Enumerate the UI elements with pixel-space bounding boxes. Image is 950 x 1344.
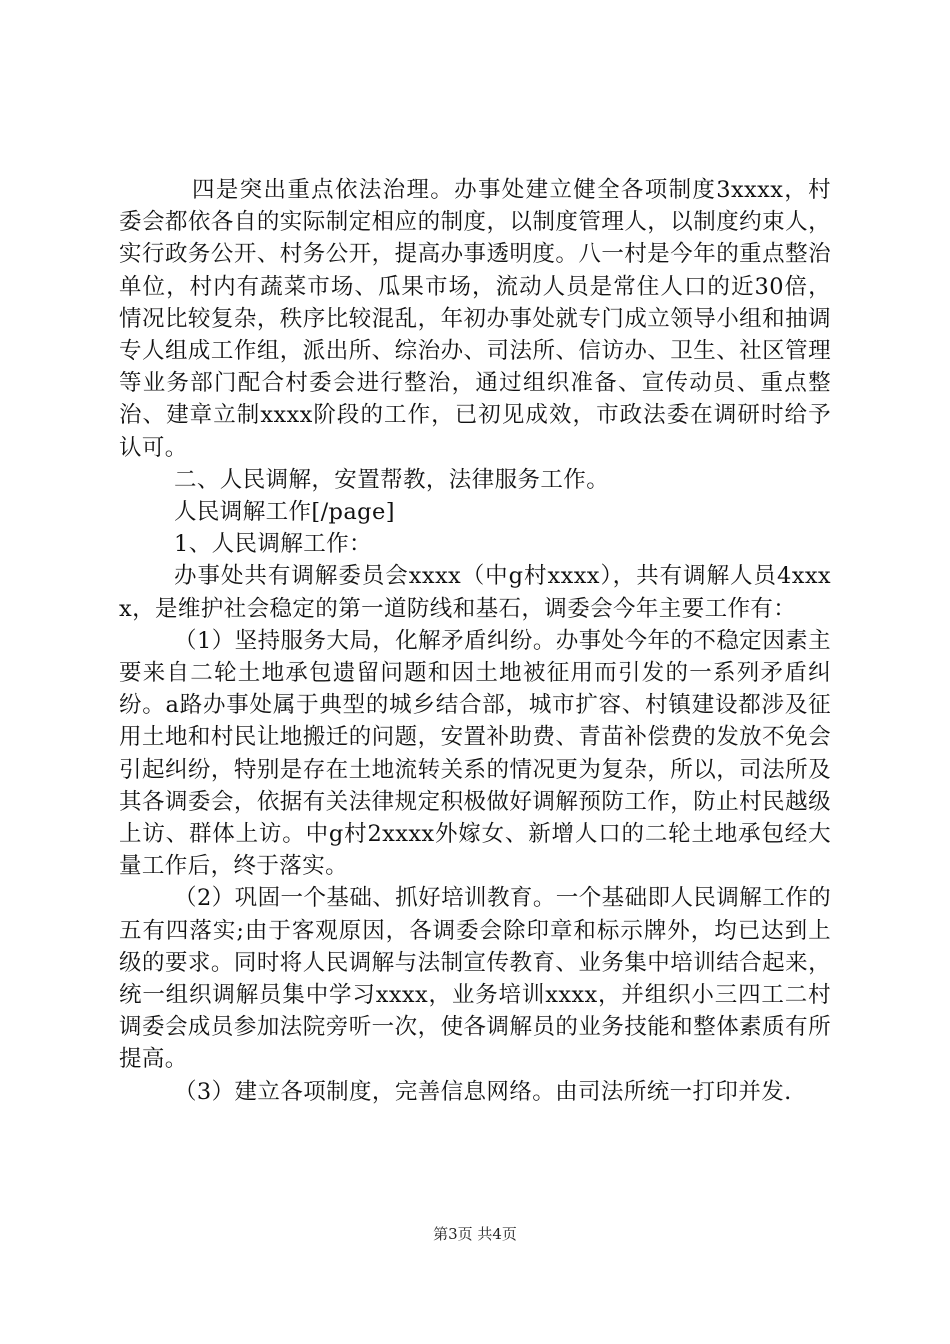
section-heading-mediation: 二、人民调解，安置帮教，法律服务工作。	[174, 466, 610, 493]
paragraph-item-3: （3）建立各项制度，完善信息网络。由司法所统一打印并发.	[174, 1078, 792, 1105]
page-footer: 第3页 共4页	[433, 1225, 517, 1243]
document-body	[119, 174, 831, 1108]
paragraph-legal-governance: 四是突出重点依法治理。办事处建立健全各项制度3xxxx，村委会都依各自的实际制定相应的制度，以制度管理人，以制度约束人，实行政务公开、村务公开，提高办事透明度。八一村是今年的重点整治单位，村内有蔬菜市场、瓜果市场，流动人员是常住人口的近30倍，情况比较复杂，秩序比较混乱，年初办事处就专门成立领导小组和抽调专人组成工作组，派出所、综治办、司法所、信访办、卫生、社区管理等业务部门配合村委会进行整治，通过组织准备、宣传动员、重点整治、建章立制xxxx阶段的工作，已初见成效，市政法委在调研时给予认可。	[119, 177, 831, 461]
paragraph-item-1: （1）坚持服务大局，化解矛盾纠纷。办事处今年的不稳定因素主要来自二轮土地承包遗留问题和因土地被征用而引发的一系列矛盾纠纷。a路办事处属于典型的城乡结合部，城市扩容、村镇建设都涉及征用土地和村民让地搬迁的问题，安置补助费、青苗补偿费的发放不免会引起纠纷，特别是存在土地流转关系的情况更为复杂，所以，司法所及其各调委会，依据有关法律规定积极做好调解预防工作，防止村民越级上访、群体上访。中g村2xxxx外嫁女、新增人口的二轮土地承包经大量工作后，终于落实。	[119, 627, 831, 880]
paragraph-mediation-committees: 办事处共有调解委员会xxxx（中g村xxxx），共有调解人员4xxxx，是维护社会稳定的第一道防线和基石，调委会今年主要工作有：	[119, 563, 831, 622]
paragraph-mediation-work-page: 人民调解工作[/page]	[174, 499, 395, 526]
subheading-mediation-work: 1、人民调解工作：	[174, 531, 372, 558]
paragraph-item-2: （2）巩固一个基础、抓好培训教育。一个基础即人民调解工作的五有四落实;由于客观原因，各调委会除印章和标示牌外，均已达到上级的要求。同时将人民调解与法制宣传教育、业务集中培训结合起来，统一组织调解员集中学习xxxx，业务培训xxxx，并组织小三四工二村调委会成员参加法院旁听一次，使各调解员的业务技能和整体素质有所提高。	[119, 885, 831, 1073]
